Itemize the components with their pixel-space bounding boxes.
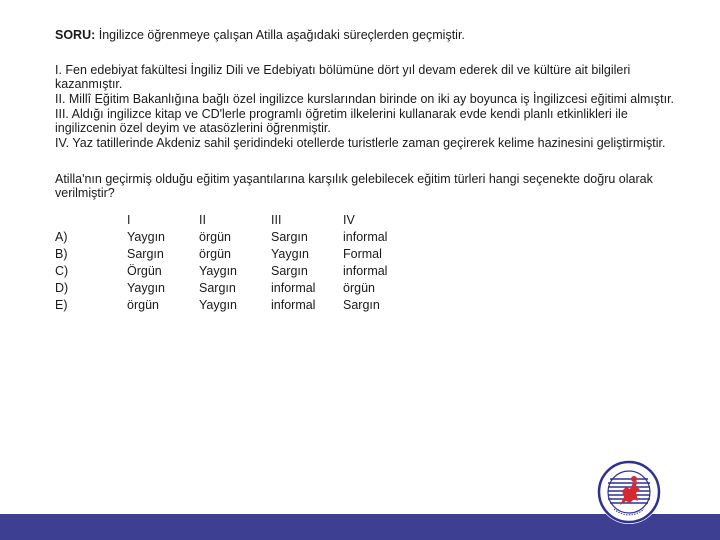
option-row-e[interactable] xyxy=(55,298,433,315)
question-line xyxy=(55,28,675,42)
university-seal-logo-icon xyxy=(596,459,662,525)
statement-3: III. Aldığı ingilizce kitap ve CD'lerle programlı öğretim ilkelerini kullanarak evde kendi planlı etkinlikleri ile ingilizcenin özel deyim ve atasözlerini öğrenmiştir. xyxy=(55,107,628,135)
option-letter[interactable]: C) xyxy=(55,263,69,278)
option-cell: örgün xyxy=(127,297,159,312)
column-header: I xyxy=(127,212,131,227)
column-header: III xyxy=(271,212,282,227)
column-header: II xyxy=(199,212,206,227)
option-cell: Yaygın xyxy=(271,246,309,261)
statement-1: I. Fen edebiyat fakültesi İngiliz Dili ve Edebiyatı bölümüne dört yıl devam ederek dil ve kültüre ait bilgileri kazanmıştır. xyxy=(55,63,631,91)
option-cell: Sargın xyxy=(343,297,380,312)
ask-text: Atilla'nın geçirmiş olduğu eğitim yaşantılarına karşılık gelebilecek eğitim türleri hangi seçenekte doğru olarak verilmiştir? xyxy=(55,172,653,200)
question-label: SORU: xyxy=(55,28,96,42)
option-cell: örgün xyxy=(199,246,231,261)
option-cell: Sargın xyxy=(271,263,308,278)
option-row-a[interactable] xyxy=(55,230,433,247)
option-cell: Sargın xyxy=(199,280,236,295)
option-cell: Yaygın xyxy=(127,229,165,244)
option-cell: Sargın xyxy=(127,246,164,261)
column-header: IV xyxy=(343,212,355,227)
option-cell: Yaygın xyxy=(199,263,237,278)
header-empty xyxy=(55,213,127,230)
option-row-d[interactable] xyxy=(55,281,433,298)
option-cell: informal xyxy=(271,297,316,312)
option-cell: örgün xyxy=(199,229,231,244)
option-cell: informal xyxy=(343,263,388,278)
option-row-c[interactable] xyxy=(55,264,433,281)
option-row-b[interactable] xyxy=(55,247,433,264)
option-cell: Yaygın xyxy=(127,280,165,295)
option-cell: Formal xyxy=(343,246,382,261)
statement-4: IV. Yaz tatillerinde Akdeniz sahil şeridindeki otellerde turistlerle zaman geçirerek kelime hazinesini geliştirmiştir. xyxy=(55,136,666,150)
options-header-row xyxy=(55,213,433,230)
option-cell: örgün xyxy=(343,280,375,295)
option-cell: Yaygın xyxy=(199,297,237,312)
option-cell: Örgün xyxy=(127,263,162,278)
option-letter[interactable]: B) xyxy=(55,246,68,261)
option-letter[interactable]: E) xyxy=(55,297,68,312)
statement-2: II. Millî Eğitim Bakanlığına bağlı özel ingilizce kurslarından birinde on iki ay boyunca iş İngilizcesi eğitimi almıştır. xyxy=(55,92,675,106)
option-cell: Sargın xyxy=(271,229,308,244)
options-table xyxy=(55,213,433,315)
option-cell: informal xyxy=(343,229,388,244)
question-content xyxy=(55,28,675,315)
question-text: İngilizce öğrenmeye çalışan Atilla aşağıdaki süreçlerden geçmiştir. xyxy=(95,28,465,42)
option-letter[interactable]: D) xyxy=(55,280,69,295)
option-cell: informal xyxy=(271,280,316,295)
option-letter[interactable]: A) xyxy=(55,229,68,244)
